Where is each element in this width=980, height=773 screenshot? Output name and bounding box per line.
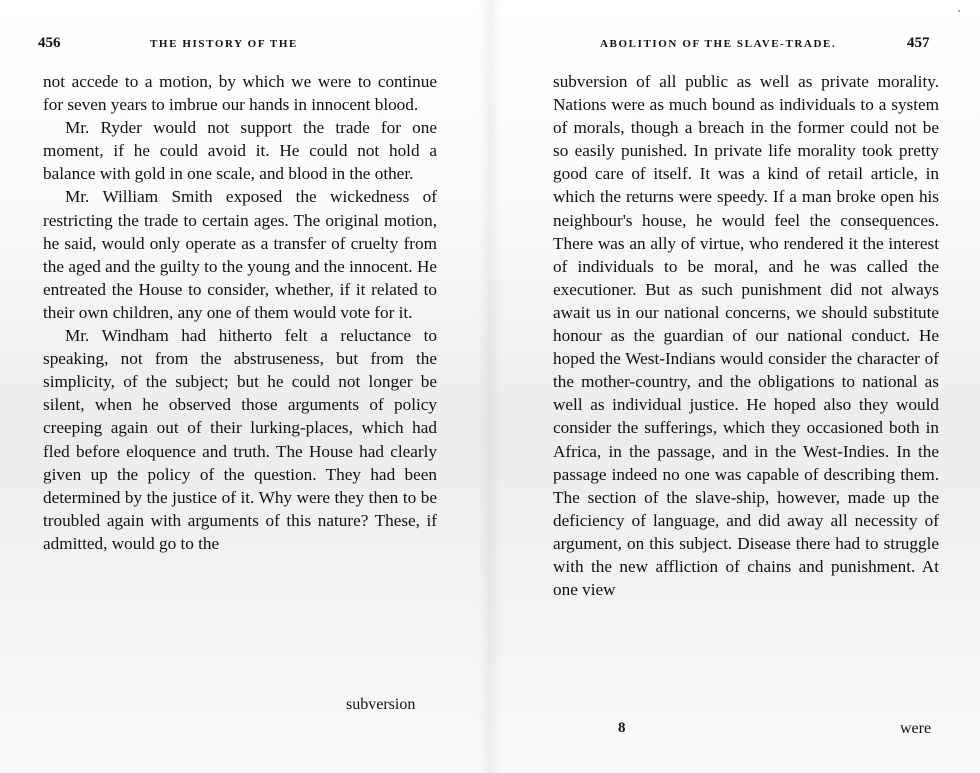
paper-speck bbox=[958, 10, 960, 12]
right-page-number: 457 bbox=[907, 35, 930, 51]
signature-mark: 8 bbox=[618, 720, 626, 736]
right-page bbox=[490, 0, 980, 773]
right-paragraph-1: subversion of all public as well as private morality. Nations were as much bound as individuals to a system of morals, though a breach in the former could not be so easily punished. In private life morality took pretty good care of itself. It was a kind of retail article, in which the returns were speedy. If a man broke open his neighbour's house, he would feel the consequences. There was an ally of virtue, who rendered it the interest of individuals to be moral, and he was called the executioner. But as such punishment did not always await us in our national concerns, we should substitute honour as the guardian of our national conduct. He hoped the West-Indians would consider the character of the mother-country, and the obligations to national as well as individual justice. He hoped also they would consider the sufferings, which they occasioned both in Africa, in the passage, and in the West-Indies. In the passage indeed no one was capable of describing them. The section of the slave-ship, however, made up the deficiency of language, and did away all necessity of argument, on this subject. Disease there had to struggle with the new affliction of chains and punishment. At one view bbox=[553, 72, 939, 600]
left-page-number: 456 bbox=[38, 35, 61, 51]
left-paragraph-1: not accede to a motion, by which we were to continue for seven years to imbrue our hands in innocent blood. bbox=[43, 72, 437, 115]
left-paragraph-2: Mr. Ryder would not support the trade for one moment, if he could avoid it. He could not hold a balance with gold in one scale, and blood in the other. bbox=[43, 118, 437, 184]
left-running-head: THE HISTORY OF THE bbox=[150, 38, 298, 50]
left-paragraph-3: Mr. William Smith exposed the wickedness of restricting the trade to certain ages. The original motion, he said, would only operate as a transfer of cruelty from the aged and the guilty to the young and the innocent. He entreated the House to consider, whether, if it related to their own children, any one of them would vote for it. bbox=[43, 187, 437, 322]
left-body-text bbox=[43, 70, 437, 555]
book-gutter bbox=[478, 0, 502, 773]
right-body-text bbox=[553, 70, 939, 601]
right-catchword: were bbox=[900, 720, 932, 737]
left-paragraph-4: Mr. Windham had hitherto felt a reluctance to speaking, not from the abstruseness, but from the simplicity, of the subject; but he could not longer be silent, when he observed those arguments of policy creeping again out of their lurking-places, which had fled before eloquence and truth. The House had clearly given up the policy of the question. They had been determined by the justice of it. Why were they then to be troubled again with arguments of this nature? These, if admitted, would go to the bbox=[43, 326, 437, 553]
left-catchword: subversion bbox=[346, 696, 416, 713]
right-running-head: ABOLITION OF THE SLAVE-TRADE. bbox=[600, 38, 837, 50]
